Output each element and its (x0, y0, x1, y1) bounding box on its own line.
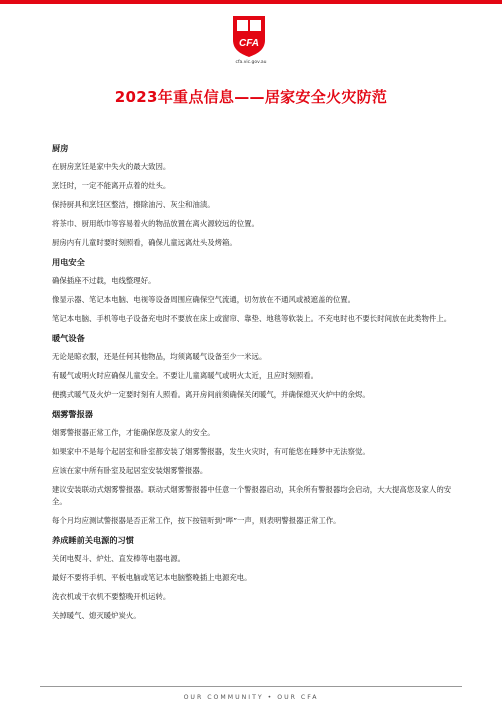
footer-tagline: OUR COMMUNITY • OUR CFA (183, 694, 319, 701)
paragraph: 如果家中不是每个起居室和卧室都安装了烟雾警报器，发生火灾时，有可能您在睡梦中无法察觉。 (52, 447, 370, 456)
paragraph: 建议安装联动式烟雾警报器。联动式烟雾警报器中任意一个警报器启动，其余所有警报器均会启动，大大提高您及家人的安全。 (52, 485, 452, 506)
document-body (52, 142, 462, 629)
paragraph: 应该在家中所有卧室及起居室安装烟雾警报器。 (52, 466, 208, 475)
section-heading-kitchen: 厨房 (52, 143, 69, 153)
paragraph: 每个月均应测试警报器是否正常工作，按下按钮听到“哔”一声，则表明警报器正常工作。 (52, 516, 341, 525)
section-heading-smoke-alarms: 烟雾警报器 (52, 409, 93, 419)
paragraph: 确保插座不过载，电线整理好。 (52, 276, 156, 285)
paragraph: 无论是晾衣服，还是任何其他物品，均须离暖气设备至少一米远。 (52, 352, 267, 361)
top-accent-bar (0, 0, 502, 4)
footer-divider (40, 686, 462, 687)
paragraph: 在厨房烹饪是家中失火的最大致因。 (52, 162, 171, 171)
section-heading-bedtime-routine: 养成睡前关电源的习惯 (52, 535, 134, 545)
paragraph: 厨房内有儿童时要时刻照看，确保儿童远离灶头及烤箱。 (52, 238, 237, 247)
paragraph: 洗衣机或干衣机不要整晚开机运转。 (52, 592, 171, 601)
cfa-logo (231, 14, 267, 58)
paragraph: 便携式暖气及火炉一定要时刻有人照看。离开房间前须确保关闭暖气，并确保熄灭火炉中的余烬。 (52, 390, 370, 399)
section-heading-heating: 暖气设备 (52, 333, 85, 343)
paragraph: 烟雾警报器正常工作，才能确保您及家人的安全。 (52, 428, 215, 437)
paragraph: 笔记本电脑、手机等电子设备充电时不要放在床上或窗帘、靠垫、地毯等软装上。不充电时也不要长时间放在此类物件上。 (52, 314, 452, 323)
paragraph: 最好不要将手机、平板电脑或笔记本电脑整晚插上电源充电。 (52, 573, 252, 582)
website-url: cfa.vic.gov.au (235, 60, 267, 65)
paragraph: 关掉暖气、熄灭暖炉炭火。 (52, 611, 141, 620)
page-title: 2023年重点信息——居家安全火灾防范 (114, 88, 388, 106)
paragraph: 关闭电熨斗、炉灶、直发棒等电器电源。 (52, 554, 186, 563)
paragraph: 烹饪时，一定不能离开点着的灶头。 (52, 181, 171, 190)
logo-text: CFA (239, 38, 259, 49)
paragraph: 将茶巾、厨用纸巾等容易着火的物品放置在离火源较远的位置。 (52, 219, 259, 228)
paragraph: 有暖气或明火时应确保儿童安全。不要让儿童离暖气或明火太近，且应时刻照看。 (52, 371, 319, 380)
paragraph: 保持厨具和烹饪区整洁，擦除油污、灰尘和油渍。 (52, 200, 215, 209)
section-heading-electrical: 用电安全 (52, 257, 85, 267)
paragraph: 像显示器、笔记本电脑、电视等设备周围应确保空气流通，切勿放在不通风或被遮盖的位置。 (52, 295, 356, 304)
